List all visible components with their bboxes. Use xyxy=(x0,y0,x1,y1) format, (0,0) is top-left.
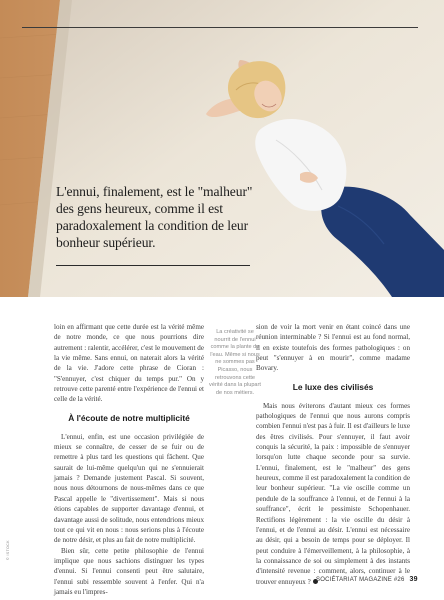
page-number: 39 xyxy=(409,576,418,583)
section-heading-multiplicity: À l'écoute de notre multiplicité xyxy=(68,412,190,423)
right-paragraph-1-text: Mais nous éviterons d'autant mieux ces formes pathologiques de l'ennui que nous aurons compris combien l'ennui n'est pas à fuir. Il est d'ailleurs le luxe des êtres civilisés. Pour s'ennuyer, il faut avoir conquis la sécurité, la paix : impossible de s'ennuyer lorsqu'on lutte chaque seconde pour sa survie. L'ennui, finalement, est le "malheur" des gens heureux, comme il est paradoxalement la condition de leur bonheur supérieur. "La vie oscille comme un pendule de la souffrance à l'ennui, et de l'ennui à la souffrance", écrit le pessimiste Schopenhauer. Rectifions légèrement : la vie oscille du désir à l'ennui, et de l'ennui au désir. L'ennui est nécessaire au désir, qui a besoin de temps pour se déployer. Il peut conduire à l'émerveillement, à la philosophie, à la connaissance de soi ou simplement à des instants d'intensité revenue : comment, alors, continuer à le trouver ennuyeux ? xyxy=(256,401,410,586)
pull-quote-divider xyxy=(56,265,250,266)
photo-illustration xyxy=(0,0,444,297)
page-footer xyxy=(316,576,426,583)
article-column-left xyxy=(54,322,204,597)
pull-quote: L'ennui, finalement, est le "malheur" des gens heureux, comme il est paradoxalement la condition de leur bonheur supérieur. xyxy=(56,184,253,250)
article-column-right xyxy=(256,322,410,587)
top-rule xyxy=(22,27,418,28)
right-intro-paragraph: sion de voir la mort venir en étant coincé dans une réunion interminable ? Si l'ennui est au fond normal, il en existe toutefois des formes pathologiques : on peut "s'ennuyer à en mourir", comme madame Bovary. xyxy=(256,323,410,373)
left-intro-paragraph: loin en affirmant que cette durée est la vérité même de notre monde, ce que nous pourrions dire autrement : ralentir, accélérer, c'est le mouvement de la vie même. Sans ennui, on naterait alors la vérité de la vie. J'adore cette phrase de Cioran : "S'ennuyer, c'est chiquer du temps pur." On y retrouve cette parenté entre l'expérience de l'ennui et celle de la vérité. xyxy=(54,323,204,404)
photo-credit: © ISTOCK xyxy=(6,539,10,560)
left-paragraph-2: Bien sûr, cette petite philosophie de l'ennui implique que nous sachions distinguer les types d'ennui. Si l'ennui consenti peut être salutaire, l'ennui subi ressemble souvent à l'enfer. Qui n'a jamais eu l'impres- xyxy=(54,546,204,596)
section-heading-luxury: Le luxe des civilisés xyxy=(292,381,374,392)
left-paragraph-1: L'ennui, enfin, est une occasion privilégiée de mieux se connaître, de cesser de se fuir ou de remettre à plus tard les questions qui fâchent. Que saurait de lui-même quelqu'un qui ne s'ennuierait jamais ? Demande justement Pascal. Si souvent, nous nous détournons de nous-mêmes dans ce que Pascal appelle le "divertissement". Mais si nous étions capables de supporter davantage d'ennui, et davantage aussi de solitude, nous entendrions mieux tout ce qui vit en nous : nous serions plus à l'écoute de notre désir, et plus au fait de notre multiplicité. xyxy=(54,432,204,545)
right-paragraph-1 xyxy=(256,401,410,587)
magazine-name: SOCIÉTARIAT MAGAZINE #26 xyxy=(316,577,405,583)
hero-photo xyxy=(0,0,444,297)
side-caption: La créativité se nourrit de l'ennui comme la plante de l'eau. Même si nous ne sommes pas Picasso, nous retrouvons cette vérité dans la plupart de nos métiers. xyxy=(209,329,261,396)
